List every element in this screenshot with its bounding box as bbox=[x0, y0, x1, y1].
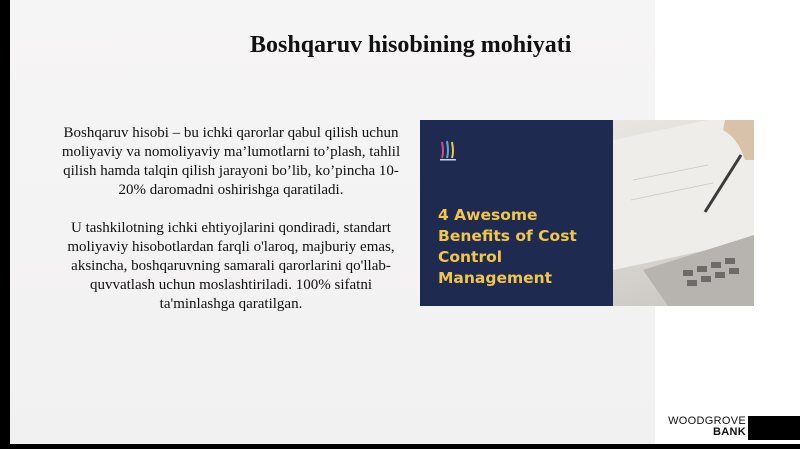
brand-line-2: BANK bbox=[713, 426, 746, 438]
left-edge bbox=[0, 0, 10, 449]
brand-block bbox=[748, 416, 800, 440]
brand-line-1: WOODGROVE bbox=[668, 415, 746, 427]
zoe-logo-icon bbox=[438, 138, 460, 162]
image-dark-panel bbox=[420, 120, 613, 306]
slide-title: Boshqaruv hisobining mohiyati bbox=[250, 32, 572, 58]
image-headline: 4 Awesome Benefits of Cost Control Management bbox=[438, 206, 577, 287]
paragraph-2: U tashkilotning ichki ehtiyojlarini qondiradi, standart moliyaviy hisobotlardan farqli o'laroq, majburiy emas, aksincha, boshqaruvning samarali qarorlarini qo'llab-quvvatlash uchun moslashtiriladi. 100% sifatni ta'minlashga qaratilgan. bbox=[67, 220, 395, 312]
article-image bbox=[420, 120, 754, 306]
paragraph-1: Boshqaruv hisobi – bu ichki qarorlar qabul qilish uchun moliyaviy va nomoliyaviy ma’lumotlarni to’plash, tahlil qilish hamda talqin qilish jarayoni bo’lib, ko’pincha 10-20% daromadni oshirishga qaratiladi. bbox=[61, 125, 401, 198]
image-photo bbox=[613, 120, 754, 306]
calculator-and-pen-illustration bbox=[613, 120, 754, 306]
bottom-edge bbox=[0, 444, 800, 449]
slide-body bbox=[60, 124, 402, 333]
woodgrove-bank-logo bbox=[656, 416, 746, 438]
